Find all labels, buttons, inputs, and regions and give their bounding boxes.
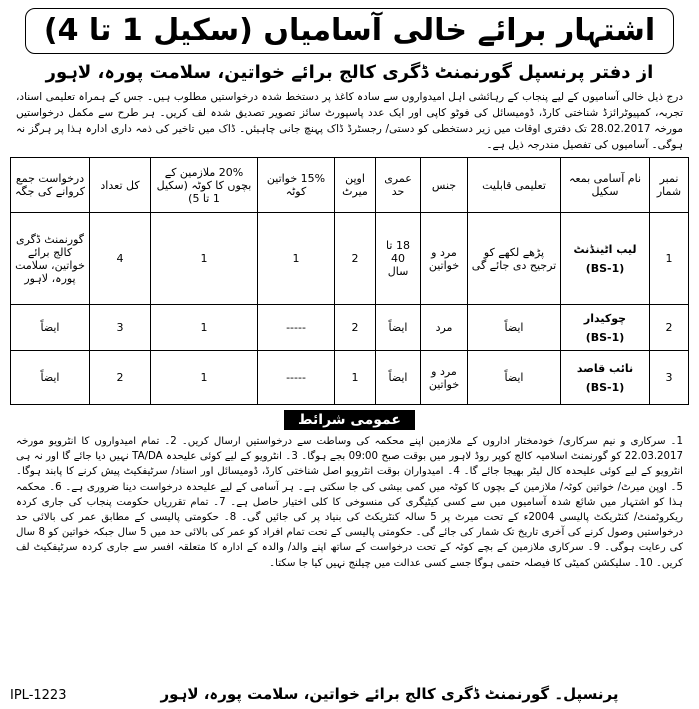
header-children-quota: 20% ملازمین کے بچوں کا کوٹہ (سکیل 1 تا 5): [151, 158, 258, 213]
cell-qualification: ایضاً: [468, 305, 561, 351]
post-scale: (BS-1): [585, 330, 625, 344]
cell-gender: مرد و خواتین: [421, 213, 468, 305]
cell-open-merit: 2: [335, 213, 376, 305]
header-women-quota: 15% خواتین کوٹہ: [258, 158, 335, 213]
post-name: چوکیدار: [583, 311, 627, 325]
cell-serial: 1: [650, 213, 689, 305]
cell-total: 2: [90, 351, 151, 405]
cell-total: 3: [90, 305, 151, 351]
cell-open-merit: 2: [335, 305, 376, 351]
page-title: اشتہار برائے خالی آسامیاں (سکیل 1 تا 4): [25, 8, 674, 54]
cell-total: 4: [90, 213, 151, 305]
table-row: [11, 305, 689, 351]
table-header-row: [11, 158, 689, 213]
cell-serial: 2: [650, 305, 689, 351]
post-name: نائب قاصد: [576, 361, 634, 375]
post-name: لیب اٹینڈنٹ: [573, 242, 637, 256]
cell-post: [561, 305, 650, 351]
conditions-title-wrap: [10, 409, 689, 430]
header-open-merit: اوپن میرٹ: [335, 158, 376, 213]
cell-women-quota: 1: [258, 213, 335, 305]
header-post: نام آسامی بمعہ سکیل: [561, 158, 650, 213]
intro-paragraph: درج ذیل خالی آسامیوں کے لیے پنجاب کے رہائشی اہل امیدواروں سے سادہ کاغذ پر دستخط شدہ درخواستیں مطلوب ہیں۔ جس کے ہمراہ تعلیمی اسناد، تجربہ، کمپیوٹرائزڈ شناختی کارڈ، ڈومیسائل کی فوٹو کاپی اور ایک عدد پاسپورٹ سائز تصویر تصدیق شدہ لف کریں۔ ہر طرح سے مکمل درخواستیں مورخہ 28.02.2017 تک دفتری اوقات میں زیر دستخطی کو دستی/ رجسٹرڈ ڈاک پہنچ جانی چاہیئں۔ ڈاک میں تاخیر کی ذمہ داری ادارہ ہذا پر ہرگز نہ ہوگی۔ آسامیوں کی تفصیل مندرجہ ذیل ہے۔: [16, 91, 683, 151]
cell-age: ایضاً: [376, 351, 421, 405]
vacancies-table: [10, 157, 689, 405]
principal-signature: پرنسپل۔ گورنمنٹ ڈگری کالج برائے خواتین، سلامت پورہ، لاہور: [160, 685, 619, 703]
cell-gender: مرد و خواتین: [421, 351, 468, 405]
post-scale: (BS-1): [585, 261, 625, 275]
office-subtitle: از دفتر پرنسپل گورنمنٹ ڈگری کالج برائے خواتین، سلامت پورہ، لاہور: [45, 62, 654, 83]
header-serial: نمبر شمار: [650, 158, 689, 213]
header-total: کل تعداد: [90, 158, 151, 213]
cell-age: ایضاً: [376, 305, 421, 351]
header-submission-place: درخواست جمع کروانے کی جگہ: [11, 158, 90, 213]
cell-post: [561, 351, 650, 405]
cell-open-merit: 1: [335, 351, 376, 405]
footer: [10, 679, 689, 703]
title-wrap: [10, 8, 689, 54]
table-row: [11, 213, 689, 305]
cell-children-quota: 1: [151, 351, 258, 405]
header-age: عمری حد: [376, 158, 421, 213]
cell-submission-place: گورنمنٹ ڈگری کالج برائے خواتین، سلامت پورہ، لاہور: [11, 213, 90, 305]
cell-qualification: پڑھے لکھے کو ترجیح دی جائے گی: [468, 213, 561, 305]
cell-women-quota: -----: [258, 305, 335, 351]
cell-children-quota: 1: [151, 213, 258, 305]
cell-age: 18 تا 40 سال: [376, 213, 421, 305]
header-qualification: تعلیمی قابلیت: [468, 158, 561, 213]
cell-children-quota: 1: [151, 305, 258, 351]
conditions-text: 1۔ سرکاری و نیم سرکاری/ خودمختار اداروں کے ملازمین اپنے محکمہ کی وساطت سے درخواستیں ارسال کریں۔ 2۔ تمام امیدواروں کا انٹرویو مورخہ 22.03.2017 کو گورنمنٹ اسلامیہ کالج کوپر روڈ لاہور میں بوقت صبح 09:00 بجے ہوگا۔ 3۔ انٹرویو کے لیے کوئی علیحدہ TA/DA نہیں دیا جائے گا اور نہ ہی انٹرویو کے لیے کوئی علیحدہ کال لیٹر بھیجا جائے گا۔ 4۔ امیدواران بوقت انٹرویو اصل شناختی کارڈ، ڈومیسائل اور اسناد/ سرٹیفکیٹ پیش کرنے کا پابند ہوگا۔ 5۔ اوپن میرٹ/ خواتین کوٹہ/ ملازمین کے بچوں کا کوٹہ میں کمی بیشی کی جا سکتی ہے۔ ہر آسامی کے لیے علیحدہ درخواست دینا ضروری ہے۔ 6۔ محکمہ ہذا کو اشتہار میں شائع شدہ آسامیوں میں سے کسی کیٹیگری کی منسوخی کا کلی اختیار حاصل ہے۔ 7۔ تمام تقرریاں حکومت پنجاب کی جاری کردہ ریکروٹمنٹ/ کنٹریکٹ پالیسی 2004ء کے تحت میرٹ پر 5 سالہ کنٹریکٹ کی بنیاد پر کی جائیں گی۔ 8۔ حکومتی پالیسی کے مطابق عمر کی بالائی حد درخواستیں وصول کرنے کی آخری تاریخ تک شمار کی جائے گی۔ حکومتی پالیسی کے تحت تمام افراد کو عمر کی بالائی حد میں 5 سال جبکہ خواتین کو 8 سال کی رعایت ہوگی۔ 9۔ سرکاری ملازمین کے بچے کوٹہ کے تحت درخواست کے ساتھ اپنے والد/ والدہ کے ادارہ کا متعلقہ افسر سے جاری کردہ سرٹیفکیٹ لف کریں۔ 10۔ سلیکشن کمیٹی کا فیصلہ حتمی ہوگا جسے کسی عدالت میں چیلنج نہیں کیا جا سکتا۔: [16, 436, 684, 569]
cell-serial: 3: [650, 351, 689, 405]
cell-women-quota: -----: [258, 351, 335, 405]
reference-number: IPL-1223: [10, 688, 67, 703]
cell-submission-place: ایضاً: [11, 351, 90, 405]
conditions-title: عمومی شرائط: [284, 410, 415, 430]
cell-gender: مرد: [421, 305, 468, 351]
cell-post: [561, 213, 650, 305]
cell-qualification: ایضاً: [468, 351, 561, 405]
table-row: [11, 351, 689, 405]
post-scale: (BS-1): [585, 380, 625, 394]
header-gender: جنس: [421, 158, 468, 213]
cell-submission-place: ایضاً: [11, 305, 90, 351]
